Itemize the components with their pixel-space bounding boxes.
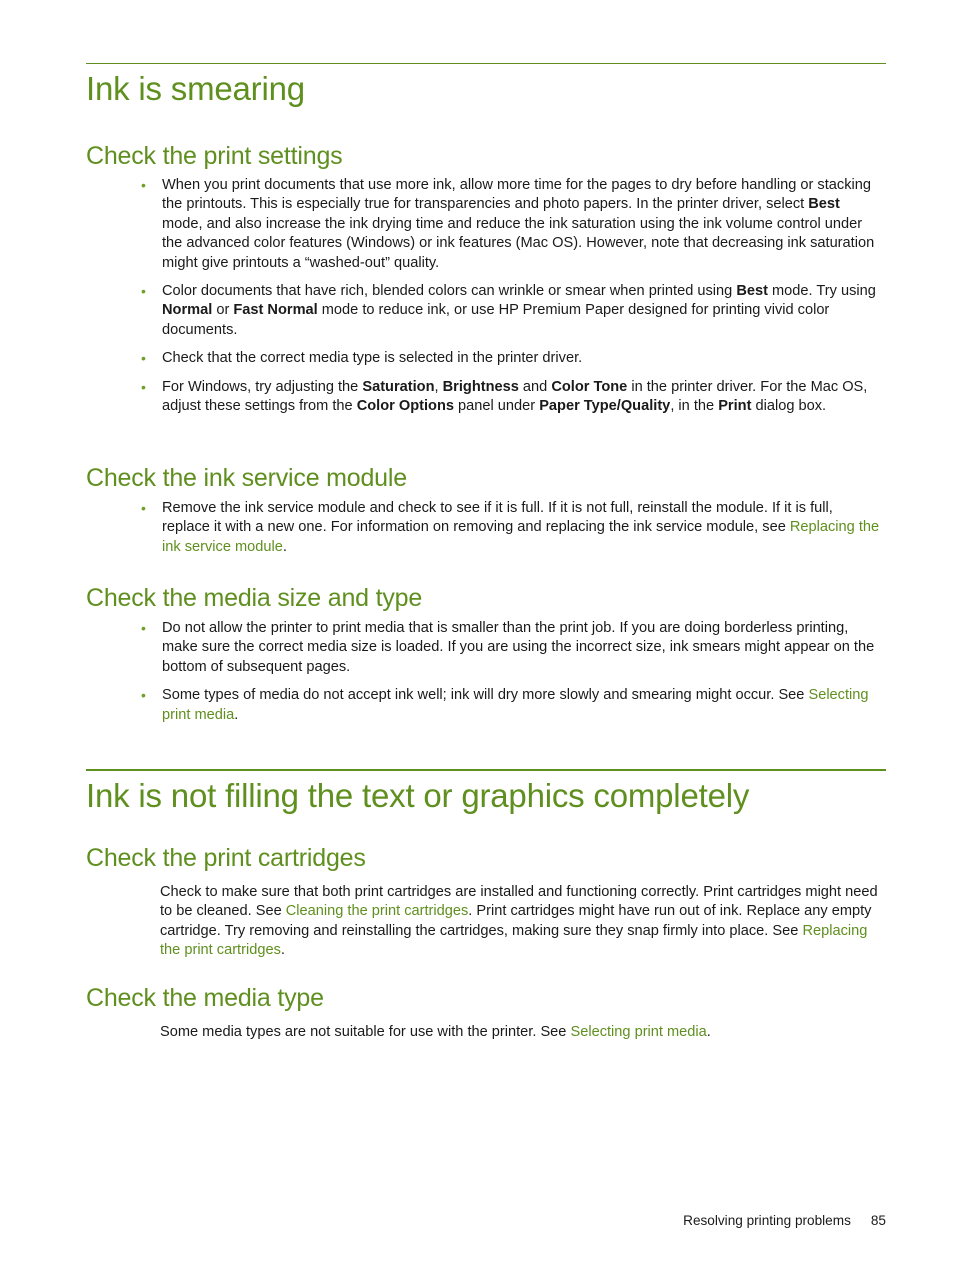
bullet-icon: • [141,378,146,395]
heading-check-media-type: Check the media type [86,984,324,1012]
section-title-ink-smearing: Ink is smearing [86,70,305,107]
bullet-icon: • [141,687,146,704]
media-type-paragraph: Some media types are not suitable for use with the printer. See Selecting print media. [160,1024,711,1040]
bullet-icon: • [141,283,146,300]
list-item: • Do not allow the printer to print media that is smaller than the print job. If you are doing borderless printing, make sure the correct media size is loaded. If you are using the incorrect size, ink smears might appear on the bottom of subsequent pages. [141,620,875,675]
link-selecting-print-media[interactable]: Selecting print media [570,1024,707,1040]
section-divider [86,769,886,771]
print-settings-list [141,176,884,425]
page-number: 85 [870,1213,886,1228]
ink-service-module-list [141,499,884,566]
list-item: • Color documents that have rich, blended colors can wrinkle or smear when printed using Best mode. Try using Normal or Fast Normal mode to reduce ink, or use HP Premium Paper designed for printing vivid color documents. [141,283,876,338]
link-selecting-print-media[interactable]: Selecting print media [162,687,869,723]
heading-check-print-cartridges: Check the print cartridges [86,844,366,872]
link-replacing-print-cartridges[interactable]: Replacing the print cartridges [160,922,868,959]
heading-check-print-settings: Check the print settings [86,142,343,170]
print-cartridges-paragraph: Check to make sure that both print cartridges are installed and functioning correctly. Print cartridges might need to be cleaned. See Cleaning the print cartridges. Print cartridges might have run out of ink. Replace any empty cartridge. Try removing and reinstalling the cartridges, making sure they snap firmly into place. See Replacing the print cartridges. [160,884,878,959]
heading-check-media-size-and-type: Check the media size and type [86,584,423,612]
footer-label: Resolving printing problems [683,1213,851,1228]
bullet-icon: • [141,177,146,193]
document-page [86,0,886,1270]
section-title-ink-not-filling: Ink is not filling the text or graphics completely [86,777,750,814]
list-item: • When you print documents that use more ink, allow more time for the pages to dry before handling or stacking the printouts. This is especially true for transparencies and photo papers. In the printer driver, select Best mode, and also increase the ink drying time and reduce the ink saturation using the ink volume control under the advanced color features (Windows) or ink features (Mac OS). However, note that decreasing ink saturation might give printouts a “washed-out” quality. [141,177,875,271]
list-item: • Remove the ink service module and check to see if it is full. If it is not full, reinstall the module. If it is full, replace it with a new one. For information on removing and replacing the ink service module, see Replacing the ink service module. [141,500,880,555]
bullet-icon: • [141,350,146,367]
bullet-icon: • [141,620,146,636]
link-replacing-ink-service-module[interactable]: Replacing the ink service module [162,519,880,555]
list-item: • For Windows, try adjusting the Saturation, Brightness and Color Tone in the printer driver. For the Mac OS, adjust these settings from the Color Options panel under Paper Type/Quality, in the Print dialog box. [141,378,868,415]
heading-check-ink-service-module: Check the ink service module [86,464,407,492]
bullet-icon: • [141,500,146,516]
list-item: • Check that the correct media type is selected in the printer driver. [162,349,884,368]
list-item: • Some types of media do not accept ink well; ink will dry more slowly and smearing might occur. See Selecting print media. [141,687,869,723]
media-size-list [141,619,884,734]
link-cleaning-print-cartridges[interactable]: Cleaning the print cartridges [285,903,469,920]
page-footer [683,1213,886,1228]
section-divider [86,63,886,64]
